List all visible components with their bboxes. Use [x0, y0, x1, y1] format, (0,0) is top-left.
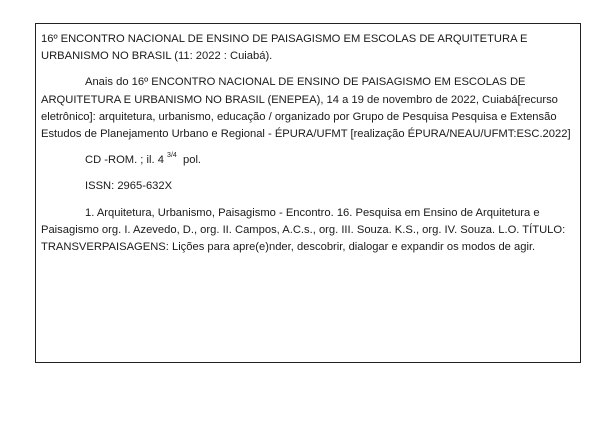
- physical-suffix: pol.: [176, 154, 202, 167]
- physical-description: [41, 152, 572, 169]
- catalog-card: [35, 23, 581, 363]
- physical-prefix: CD -ROM. ; il. 4: [85, 154, 168, 167]
- catalog-heading: 16º ENCONTRO NACIONAL DE ENSINO DE PAISAGISMO EM ESCOLAS DE ARQUITETURA E URBANISMO NO BRASIL (11: 2022 : Cuiabá).: [41, 33, 528, 63]
- issn-line: ISSN: 2965-632X: [85, 180, 173, 193]
- subject-entries: 1. Arquitetura, Urbanismo, Paisagismo - Encontro. 16. Pesquisa em Ensino de Arquitetura e Paisagismo org. I. Azevedo, D., org. II. Campos, A.C.s., org. III. Souza. K.S., org. IV. Souza. L.O. TÍTULO: TRANSVERPAISAGENS: Lições para apre(e)nder, descobrir, dialogar e expandir os modos de agir.: [41, 206, 566, 254]
- physical-fraction: 3/4: [167, 152, 177, 160]
- catalog-description: Anais do 16º ENCONTRO NACIONAL DE ENSINO DE PAISAGISMO EM ESCOLAS DE ARQUITETURA E URBANISMO NO BRASIL (ENEPEA), 14 a 19 de novembro de 2022, Cuiabá[recurso eletrônico]: arquitetura, urbanismo, educação / organizado por Grupo de Pesquisa Pesquisa e Extensão Estudos de Planejamento Urbano e Regional - ÉPURA/UFMT [realização ÉPURA/NEAU/UFMT:ESC.2022]: [41, 76, 571, 141]
